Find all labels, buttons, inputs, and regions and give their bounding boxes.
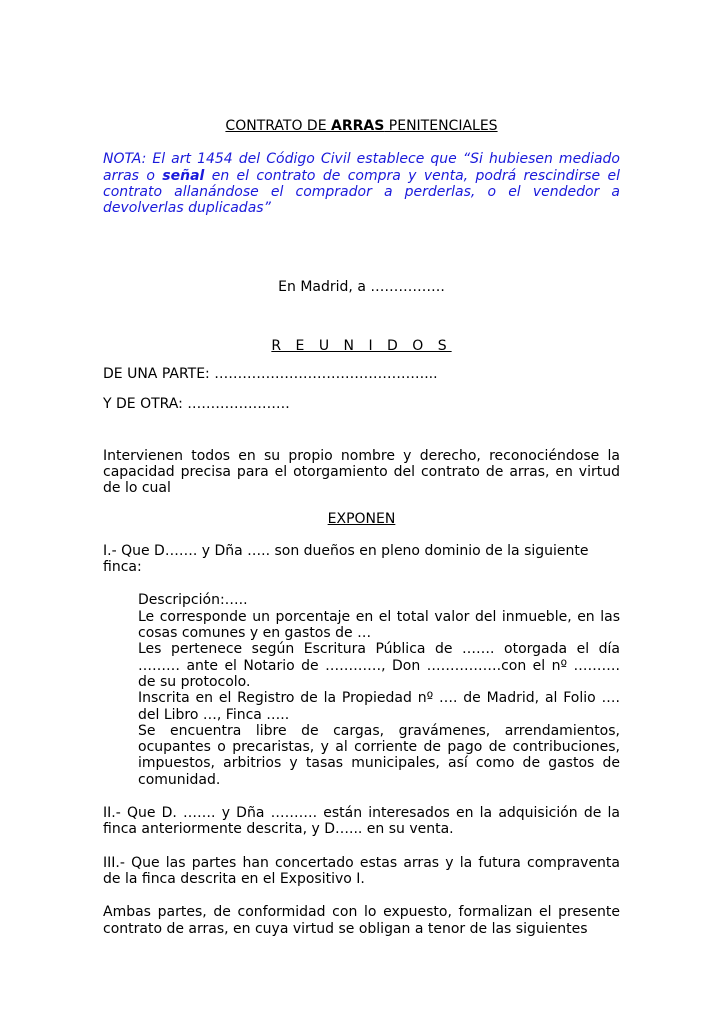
charges-paragraph: Se encuentra libre de cargas, gravámenes, arrendamientos, ocupantes o precaristas, y al corriente de pago de contribuciones, impuestos, arbitrios y tasas municipales, así como de gastos de comunidad. bbox=[138, 722, 620, 788]
second-party-line: Y DE OTRA: …………………. bbox=[103, 396, 290, 413]
description-line: Descripción:….. bbox=[138, 592, 248, 609]
title-bold-word: ARRAS bbox=[331, 118, 385, 134]
note-text-end: en el contrato de compra y venta, podrá rescindirse el contrato allanándose el comprador a perderlas, o el vendedor a devolverlas duplicadas” bbox=[103, 167, 620, 217]
reunidos-heading: R E U N I D O S bbox=[271, 337, 452, 354]
deed-paragraph: Les pertenece según Escritura Pública de ……. otorgada el día ……… ante el Notario de …………, Don …………….con el nº ………. de su protocolo. bbox=[138, 641, 620, 690]
expositivo-3: III.- Que las partes han concertado estas arras y la futura compraventa de la finca descrita en el Expositivo I. bbox=[103, 854, 620, 887]
percentage-paragraph: Le corresponde un porcentaje en el total valor del inmueble, en las cosas comunes y en gastos de … bbox=[138, 608, 620, 642]
registry-paragraph: Inscrita en el Registro de la Propiedad nº …. de Madrid, al Folio …. del Libro …, Finca ….. bbox=[138, 690, 620, 723]
document-body bbox=[103, 118, 620, 937]
property-description-block bbox=[138, 592, 620, 788]
document-title bbox=[103, 118, 620, 134]
expositivo-1: I.- Que D……. y Dña ….. son dueños en pleno dominio de la siguiente finca: bbox=[103, 542, 589, 576]
intervienen-paragraph: Intervienen todos en su propio nombre y derecho, reconociéndose la capacidad precisa para el otorgamiento del contrato de arras, en virtud de lo cual bbox=[103, 447, 620, 497]
ambas-partes-paragraph: Ambas partes, de conformidad con lo expuesto, formalizan el presente contrato de arras, en cuya virtud se obligan a tenor de las siguientes bbox=[103, 904, 620, 937]
first-party-line: DE UNA PARTE: ………………………………………... bbox=[103, 366, 438, 383]
title-suffix: PENITENCIALES bbox=[384, 118, 498, 134]
expositivo-2: II.- Que D. ……. y Dña ………. están interesados en la adquisición de la finca anteriormente descrita, y D…... en su venta. bbox=[103, 805, 620, 838]
note-text-start: NOTA: El art 1454 del Código Civil establece que “Si hubiesen mediado arras o bbox=[103, 151, 620, 184]
legal-note bbox=[103, 151, 620, 216]
exponen-heading: EXPONEN bbox=[327, 510, 396, 527]
note-bold-word: señal bbox=[162, 167, 205, 184]
place-date-line: En Madrid, a ……………. bbox=[278, 279, 445, 296]
title-prefix: CONTRATO DE bbox=[225, 118, 331, 134]
